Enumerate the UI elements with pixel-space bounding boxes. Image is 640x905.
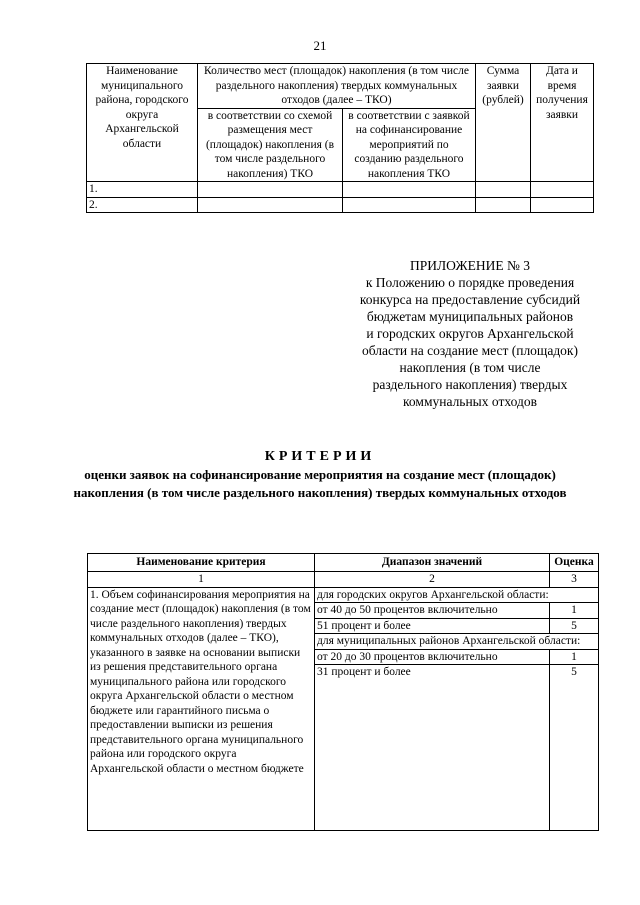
col-header-date: Дата и время получения заявки — [531, 64, 594, 182]
criteria-subheading: оценки заявок на софинансирование мероприятия на создание мест (площадок) накопления (в том числе раздельного накопления) твердых коммунальных отходов — [73, 467, 567, 500]
col-header-amount: Сумма заявки (рублей) — [476, 64, 531, 182]
table-row — [88, 587, 599, 603]
col-header-district: Наименование муниципального района, городского округа Архангельской области — [87, 64, 198, 182]
page-number: 21 — [313, 38, 327, 53]
appendix-line: и городских округов Архангельской — [366, 326, 574, 341]
col-header-application: в соответствии с заявкой на софинансирование мероприятий по созданию раздельного накопления ТКО — [343, 108, 476, 182]
table-row — [87, 197, 594, 213]
range-text: 31 процент и более — [315, 665, 550, 680]
appendix-line: накопления (в том числе — [399, 360, 541, 375]
criterion-1-text: 1. Объем софинансирования мероприятия на создание мест (площадок) накопления (в том числе раздельного накопления) твердых коммунальных отходов (далее – ТКО), указанного в заявке на основании выписки из решения представительного органа муниципального района или городского округа Архангельской области о местном бюджете или гарантийного письма о предоставлении выписки из решения представительного органа муниципального района или городского округа Архангельской области о местном бюджете — [88, 587, 315, 830]
col-number: 2 — [315, 572, 550, 588]
col-header-criterion: Наименование критерия — [88, 554, 315, 572]
col-number: 1 — [88, 572, 315, 588]
appendix-line: коммунальных отходов — [403, 394, 537, 409]
col-number: 3 — [550, 572, 599, 588]
col-header-range: Диапазон значений — [315, 554, 550, 572]
range-score: 5 — [550, 618, 599, 634]
range-text: 51 процент и более — [315, 618, 550, 634]
range-text: от 20 до 30 процентов включительно — [315, 649, 550, 665]
appendix-line: бюджетам муниципальных районов — [366, 309, 574, 324]
appendix-line: области на создание мест (площадок) — [361, 343, 578, 358]
range-group-label: для городских округов Архангельской области: — [315, 587, 599, 603]
criteria-heading: КРИТЕРИИ — [264, 449, 376, 464]
appendix-line: к Положению о порядке проведения — [365, 275, 575, 290]
range-text: от 40 до 50 процентов включительно — [315, 603, 550, 619]
col-header-score: Оценка — [550, 554, 599, 572]
col-header-sites: Количество мест (площадок) накопления (в том числе раздельного накопления) твердых коммунальных отходов (далее – ТКО) — [198, 64, 476, 109]
range-score: 1 — [550, 649, 599, 665]
appendix-block — [314, 257, 626, 410]
range-score: 1 — [550, 603, 599, 619]
range-group-label: для муниципальных районов Архангельской области: — [315, 634, 599, 650]
criteria-table — [87, 553, 599, 831]
appendix-line: конкурса на предоставление субсидий — [359, 292, 581, 307]
submissions-table — [86, 63, 594, 213]
table-row — [87, 182, 594, 198]
appendix-title: ПРИЛОЖЕНИЕ № 3 — [409, 258, 531, 273]
row-number: 1. — [87, 182, 198, 198]
range-score: 5 — [550, 665, 599, 680]
col-header-scheme: в соответствии со схемой размещения мест (площадок) накопления (в том числе раздельного накопления) ТКО — [198, 108, 343, 182]
criteria-title-block — [60, 448, 580, 502]
appendix-line: раздельного накопления) твердых — [372, 377, 568, 392]
row-number: 2. — [87, 197, 198, 213]
